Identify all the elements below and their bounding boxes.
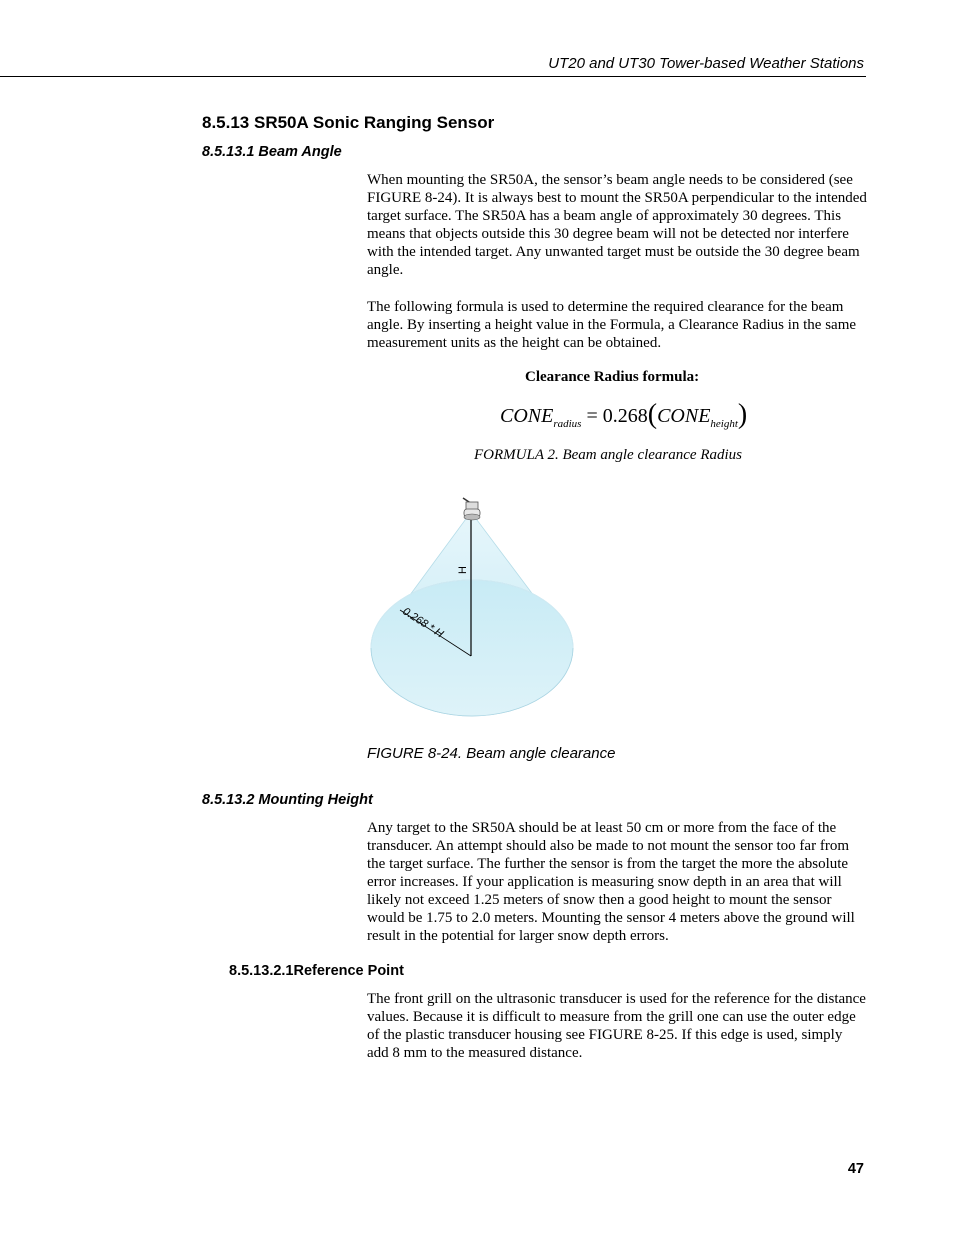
clearance-formula [500, 398, 747, 430]
formula-lhs: CONE [500, 405, 554, 427]
beam-angle-paragraph-2: The following formula is used to determine the required clearance for the beam angle. By inserting a height value in the Formula, a Clearance Radius in the same measurement units as the height can be obtained. [367, 299, 857, 351]
formula-rhs-subscript: height [710, 418, 738, 430]
beam-angle-paragraph-1: When mounting the SR50A, the sensor’s beam angle needs to be considered (see FIGURE 8-24). It is always best to mount the SR50A perpendicular to the intended target surface. The SR50A has a beam angle of approximately 30 degrees. This means that objects outside this 30 degree beam will not be detected nor interfere with the intended target. Any unwanted target must be outside the 30 degree beam angle. [367, 172, 867, 278]
mounting-height-paragraph: Any target to the SR50A should be at least 50 cm or more from the face of the transducer. An attempt should also be made to not mount the sensor too far from the target surface. The further the sensor is from the target the more the absolute error increases. If your application is measuring snow depth in an area that will likely not exceed 1.25 meters of snow then a good height to mount the sensor would be 1.75 to 2.0 meters. Mounting the sensor 4 meters above the ground will result in the potential for larger snow depth errors. [367, 820, 855, 944]
radius-label: 0.268 * H [400, 605, 446, 641]
formula-equals: = [581, 405, 603, 427]
mounting-height-heading: 8.5.13.2 Mounting Height [202, 792, 373, 808]
formula-rhs: CONE [657, 405, 711, 427]
formula-close-paren: ) [737, 399, 748, 430]
header-rule [0, 76, 866, 77]
beam-angle-heading: 8.5.13.1 Beam Angle [202, 144, 342, 160]
page-number: 47 [847, 1161, 864, 1177]
formula-lhs-subscript: radius [553, 418, 582, 430]
figure-caption: FIGURE 8-24. Beam angle clearance [367, 745, 616, 762]
sensor-icon [463, 498, 480, 520]
beam-angle-cone-diagram [360, 488, 590, 728]
formula-caption: FORMULA 2. Beam angle clearance Radius [474, 447, 743, 463]
running-header-title: UT20 and UT30 Tower-based Weather Stations [548, 55, 864, 72]
formula-coefficient: 0.268 [602, 405, 648, 427]
reference-point-heading: 8.5.13.2.1Reference Point [229, 963, 404, 979]
formula-open-paren: ( [647, 399, 658, 430]
formula-label: Clearance Radius formula: [525, 369, 700, 385]
cone-base [371, 580, 573, 716]
section-heading: 8.5.13 SR50A Sonic Ranging Sensor [202, 113, 495, 132]
reference-point-paragraph: The front grill on the ultrasonic transducer is used for the reference for the distance values. Because it is difficult to measure from the grill one can use the outer edge of the plastic transducer housing see FIGURE 8-25. If this edge is used, simply add 8 mm to the measured distance. [367, 991, 866, 1061]
height-label: H [457, 566, 469, 574]
